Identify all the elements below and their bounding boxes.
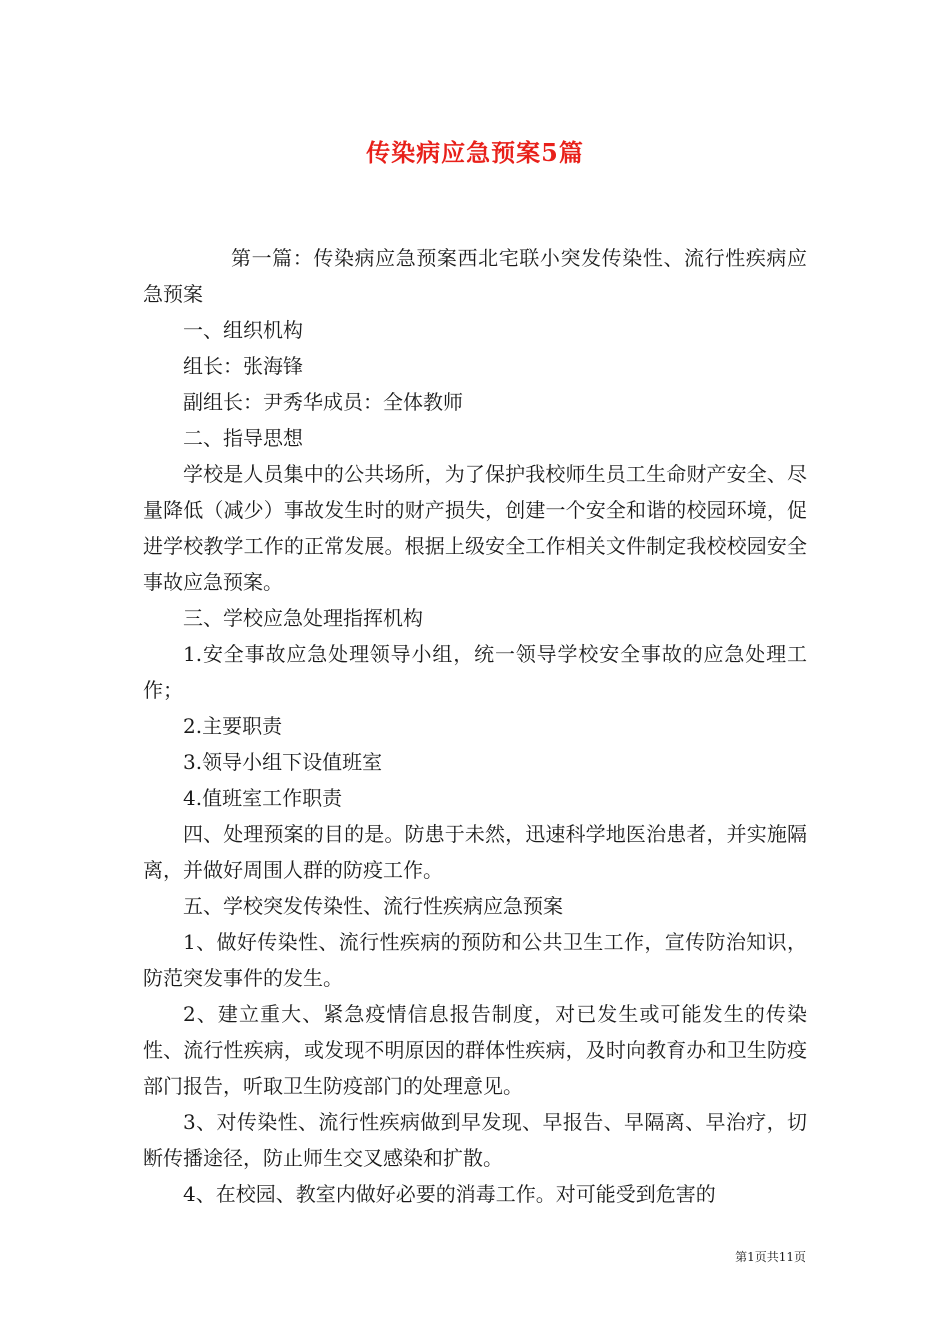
paragraph: 1.安全事故应急处理领导小组，统一领导学校安全事故的应急处理工作； [143,642,807,702]
page-number: 第1页共11页 [735,1250,806,1264]
document-title: 传染病应急预案5篇 [366,138,584,167]
paragraph: 2、建立重大、紧急疫情信息报告制度，对已发生或可能发生的传染性、流行性疾病，或发现不明原因的群体性疾病，及时向教育办和卫生防疫部门报告，听取卫生防疫部门的处理意见。 [143,1002,807,1098]
paragraph: 1、做好传染性、流行性疾病的预防和公共卫生工作，宣传防治知识，防范突发事件的发生。 [143,930,807,990]
paragraph: 4.值班室工作职责 [183,786,343,810]
paragraph: 组长：张海锋 [183,354,303,378]
paragraph: 4、在校园、教室内做好必要的消毒工作。对可能受到危害的 [183,1182,716,1206]
document-body [143,240,807,1212]
paragraph: 学校是人员集中的公共场所，为了保护我校师生员工生命财产安全、尽量降低（减少）事故发生时的财产损失，创建一个安全和谐的校园环境，促进学校教学工作的正常发展。根据上级安全工作相关文件制定我校校园安全事故应急预案。 [143,462,807,594]
paragraph: 第一篇：传染病应急预案西北宅联小突发传染性、流行性疾病应急预案 [143,246,807,306]
paragraph: 3、对传染性、流行性疾病做到早发现、早报告、早隔离、早治疗，切断传播途径，防止师生交叉感染和扩散。 [143,1110,807,1170]
paragraph: 副组长：尹秀华成员：全体教师 [183,390,463,414]
paragraph: 二、指导思想 [183,426,303,450]
paragraph: 一、组织机构 [183,318,303,342]
paragraph: 3.领导小组下设值班室 [183,750,383,774]
paragraph: 五、学校突发传染性、流行性疾病应急预案 [183,894,563,918]
paragraph: 2.主要职责 [183,714,283,738]
paragraph: 三、学校应急处理指挥机构 [183,606,423,630]
paragraph: 四、处理预案的目的是。防患于未然，迅速科学地医治患者，并实施隔离，并做好周围人群的防疫工作。 [143,822,807,882]
